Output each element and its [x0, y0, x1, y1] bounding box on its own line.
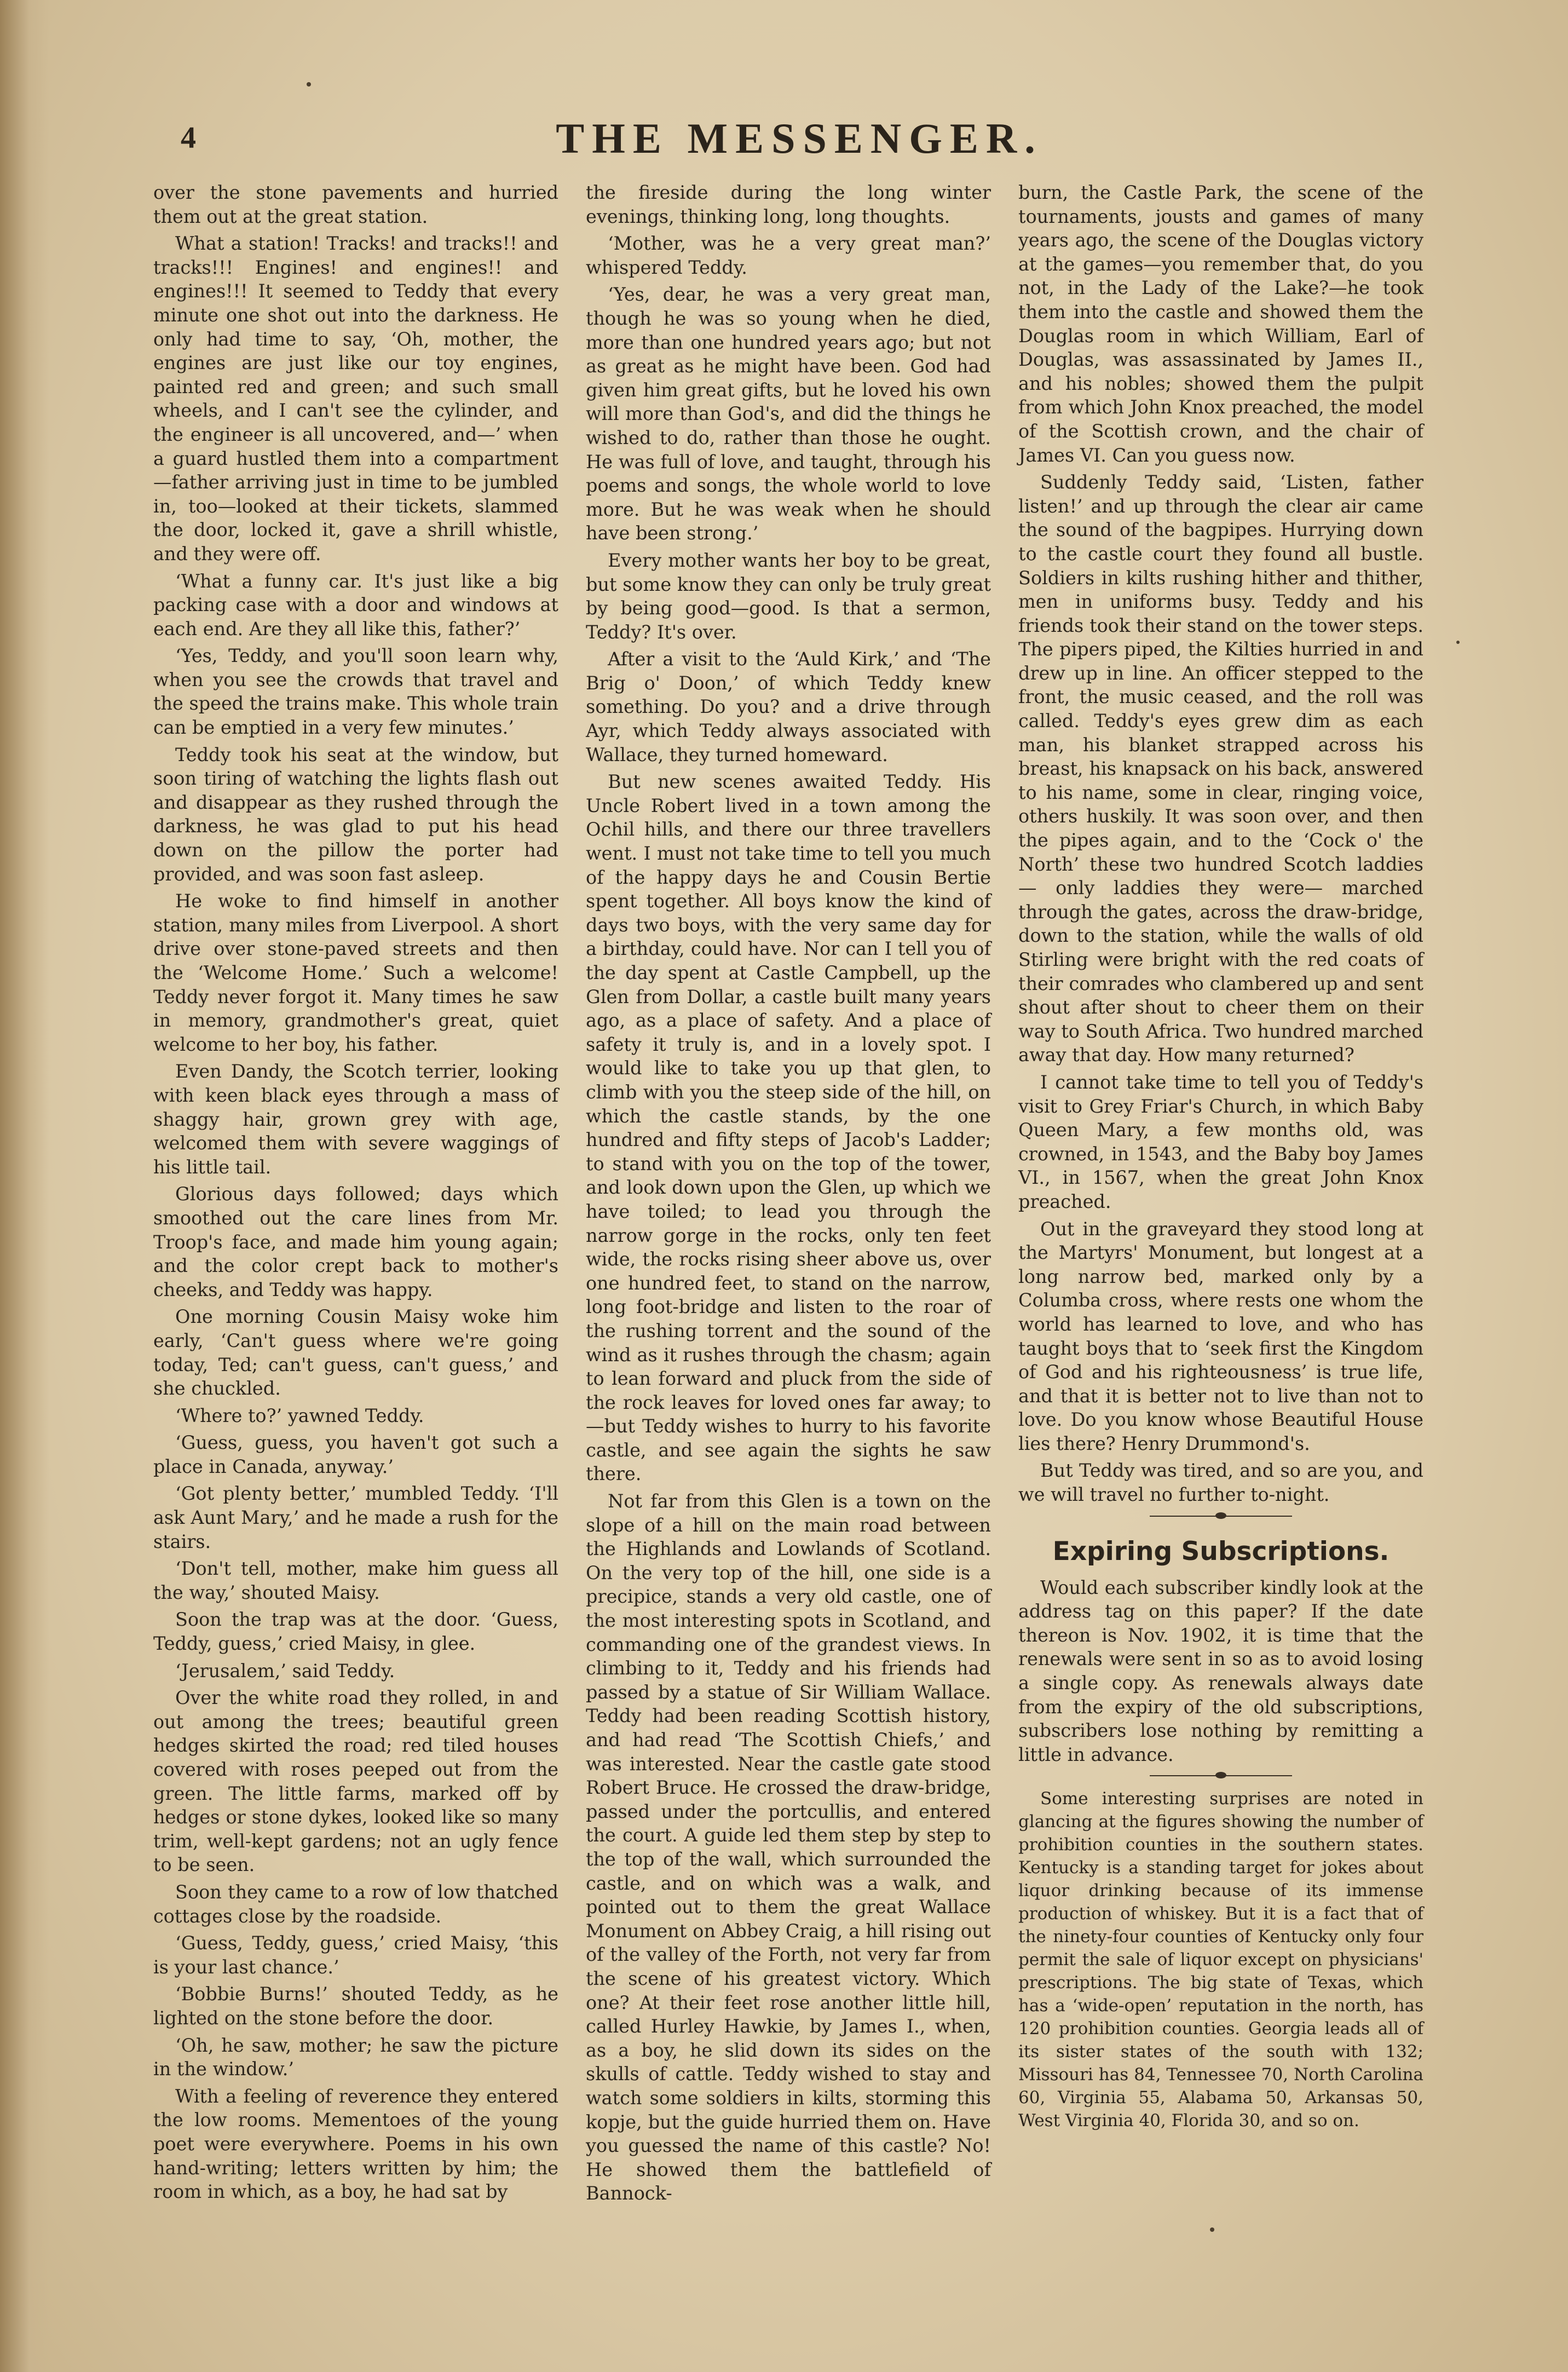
paragraph: I cannot take time to tell you of Teddy's visit to Grey Friar's Church, in which Baby Queen Mary, a few months old, was crowned, in 1543, and the Baby boy James VI., in 1567, when the great John Knox preached. — [1018, 1071, 1423, 1212]
paragraph: Suddenly Teddy said, ‘Listen, father listen!’ and up through the clear air came the sound of the bagpipes. Hurrying down to the castle court they found all bustle. Soldiers in kilts rushing hither and thither, men in uniforms busy. Teddy and his friends took their stand on the tower steps. The pipers piped, the Kilties hurried in and drew up in line. An officer stepped to the front, the music ceased, and the roll was called. Teddy's eyes grew dim as each man, his blanket strapped across his breast, his knapsack on his back, answered to his name, some in clear, ringing voice, others huskily. It was soon over, and then the pipes again, and to the ‘Cock o' the North’ these two hundred Scotch laddies — only laddies they were— marched through the gates, across the draw-bridge, down to the station, while the walls of old Stirling were bright with the red coats of their comrades who clambered up and sent shout after shout to cheer them on their way to South Africa. Two hundred marched away that day. How many returned? — [1018, 471, 1423, 1066]
paragraph: burn, the Castle Park, the scene of the tournaments, jousts and games of many years ago, the scene of the Douglas victory at the games—you remember that, do you not, in the Lady of the Lake?—he took them into the castle and showed them the Douglas room in which William, Earl of Douglas, was assassinated by James II., and his nobles; showed them the pulpit from which John Knox preached, the model of the Scottish crown, and the chair of James VI. Can you guess now. — [1018, 182, 1423, 466]
paragraph: the fireside during the long winter evenings, thinking long, long thoughts. — [586, 182, 991, 227]
paragraph: ‘Guess, guess, you haven't got such a place in Canada, anyway.’ — [153, 1432, 558, 1477]
article-column-1 — [153, 181, 558, 2207]
page-spine-shadow — [0, 0, 49, 2372]
paragraph: ‘Guess, Teddy, guess,’ cried Maisy, ‘this is your last chance.’ — [153, 1932, 558, 1978]
page-header — [164, 110, 1434, 170]
paragraph: ‘Got plenty better,’ mumbled Teddy. ‘I'll ask Aunt Mary,’ and he made a rush for the stairs. — [153, 1483, 558, 1552]
paragraph: After a visit to the ‘Auld Kirk,’ and ‘The Brig o' Doon,’ of which Teddy knew something. Do you? and a drive through Ayr, which Teddy always associated with Wallace, they turned homeward. — [586, 648, 991, 765]
paragraph: Out in the graveyard they stood long at the Martyrs' Monument, but longest at a long narrow bed, marked only by a Columba cross, where rests one whom the world has learned to love, and who has taught boys that to ‘seek first the Kingdom of God and his righteousness’ is true life, and that it is better not to live than not to love. Do you know whose Beautiful House lies there? Henry Drummond's. — [1018, 1218, 1423, 1454]
paragraph: Glorious days followed; days which smoothed out the care lines from Mr. Troop's face, and made him young again; and the color crept back to mother's cheeks, and Teddy was happy. — [153, 1183, 558, 1300]
section-divider — [1150, 1510, 1292, 1522]
paragraph: Even Dandy, the Scotch terrier, looking with keen black eyes through a mass of shaggy hair, grown grey with age, welcomed them with severe waggings of his little tail. — [153, 1061, 558, 1178]
paragraph: Soon the trap was at the door. ‘Guess, Teddy, guess,’ cried Maisy, in glee. — [153, 1609, 558, 1655]
paragraph: But Teddy was tired, and so are you, and we will travel no further to-night. — [1018, 1460, 1423, 1506]
paragraph: One morning Cousin Maisy woke him early, ‘Can't guess where we're going today, Ted; can't guess, can't guess,’ and she chuckled. — [153, 1306, 558, 1400]
paragraph: He woke to find himself in another station, many miles from Liverpool. A short drive over stone-paved streets and then the ‘Welcome Home.’ Such a welcome! Teddy never forgot it. Many times he saw in memory, grandmother's great, quiet welcome to her boy, his father. — [153, 890, 558, 1055]
paragraph: ‘Yes, dear, he was a very great man, though he was so young when he died, more than one hundred years ago; but not as great as he might have been. God had given him great gifts, but he loved his own will more than God's, and did the things he wished to do, rather than those he ought. He was full of love, and taught, through his poems and songs, the whole world to love more. But he was weak when he should have been strong.’ — [586, 284, 991, 544]
paragraph: But new scenes awaited Teddy. His Uncle Robert lived in a town among the Ochil hills, and there our three travellers went. I must not take time to tell you much of the happy days he and Cousin Bertie spent together. All boys know the kind of days two boys, with the very same day for a birthday, could have. Nor can I tell you of the day spent at Castle Campbell, up the Glen from Dollar, a castle built many years ago, as a place of safety. And a place of safety it truly is, and in a lovely spot. I would like to take you up that glen, to climb with you the steep side of the hill, on which the castle stands, by the one hundred and fifty steps of Jacob's Ladder; to stand with you on the top of the tower, and look down upon the Glen, up which we have toiled; to lead you through the narrow gorge in the rocks, only ten feet wide, the rocks rising sheer above us, over one hundred feet, to stand on the narrow, long foot-bridge and listen to the roar of the rushing torrent and the sound of the wind as it rushes through the chasm; again to lean forward and pluck from the side of the rock leaves for loved ones far away; to—but Teddy wishes to hurry to his favorite castle, and see again the sights he saw there. — [586, 771, 991, 1485]
paper-speck — [1210, 2227, 1214, 2232]
paragraph: over the stone pavements and hurried them out at the great station. — [153, 182, 558, 227]
section-divider — [1150, 1770, 1292, 1782]
paragraph: ‘Oh, he saw, mother; he saw the picture in the window.’ — [153, 2034, 558, 2080]
paper-speck — [1456, 641, 1460, 644]
paragraph: ‘What a funny car. It's just like a big packing case with a door and windows at each end. Are they all like this, father?’ — [153, 570, 558, 640]
paragraph: ‘Jerusalem,’ said Teddy. — [175, 1660, 395, 1682]
paragraph: ‘Bobbie Burns!’ shouted Teddy, as he lighted on the stone before the door. — [153, 1983, 558, 2029]
paragraph: Teddy took his seat at the window, but soon tiring of watching the lights flash out and disappear as they rushed through the darkness, he was glad to put his head down on the pillow the porter had provided, and was soon fast asleep. — [153, 744, 558, 885]
paragraph: What a station! Tracks! and tracks!! and tracks!!! Engines! and engines!! and engines!!! It seemed to Teddy that every minute one shot out into the darkness. He only had time to say, ‘Oh, mother, the engines are just like our toy engines, painted red and green; and such small wheels, and I can't see the cylinder, and the engineer is all uncovered, and—’ when a guard hustled them into a compartment—father arriving just in time to be jumbled in, too—looked at their tickets, slammed the door, locked it, gave a shrill whistle, and they were off. — [153, 233, 558, 565]
article-column-3 — [1018, 181, 1423, 2135]
prohibition-note: Some interesting surprises are noted in glancing at the figures showing the number of prohibition counties in the southern states. Kentucky is a standing target for jokes about liquor drinking because of its immense production of whiskey. But it is a fact that of the ninety-four counties of Kentucky only four permit the sale of liquor except on physicians' prescriptions. The big state of Texas, which has a ‘wide-open’ reputation in the north, has 120 prohibition counties. Georgia leads all of its sister states of the south with 132; Missouri has 84, Tennessee 70, North Carolina 60, Virginia 55, Alabama 50, Arkansas 50, West Virginia 40, Florida 30, and so on. — [1018, 1789, 1423, 2131]
paragraph: ‘Yes, Teddy, and you'll soon learn why, when you see the crowds that travel and the speed the trains make. This whole train can be emptied in a very few minutes.’ — [153, 645, 558, 739]
paragraph: ‘Don't tell, mother, make him guess all the way,’ shouted Maisy. — [153, 1558, 558, 1603]
paper-speck — [307, 82, 311, 87]
page-number: 4 — [181, 121, 196, 155]
article-column-2 — [586, 181, 991, 2209]
paragraph: Over the white road they rolled, in and out among the trees; beautiful green hedges skirted the road; red tiled houses covered with roses peeped out from the green. The little farms, marked off by hedges or stone dykes, looked like so many trim, well-kept gardens; not an ugly fence to be seen. — [153, 1687, 558, 1876]
paragraph: Every mother wants her boy to be great, but some know they can only be truly great by being good—good. Is that a sermon, Teddy? It's over. — [586, 549, 991, 643]
paragraph: With a feeling of reverence they entered the low rooms. Mementoes of the young poet were everywhere. Poems in his own hand-writing; letters written by him; the room in which, as a boy, he had sat by — [153, 2085, 558, 2203]
paragraph: ‘Mother, was he a very great man?’ whispered Teddy. — [586, 233, 991, 278]
masthead-title: THE MESSENGER. — [556, 114, 1043, 162]
paragraph: Not far from this Glen is a town on the slope of a hill on the main road between the Highlands and Lowlands of Scotland. On the very top of the hill, one side is a precipice, stands a very old castle, one of the most interesting spots in Scotland, and commanding one of the grandest views. In climbing to it, Teddy and his friends had passed by a statue of Sir William Wallace. Teddy had been reading Scottish history, and had read ‘The Scottish Chiefs,’ and was interested. Near the castle gate stood Robert Bruce. He crossed the draw-bridge, passed under the portcullis, and entered the court. A guide led them step by step to the top of the wall, which surrounded the castle, and on which was a walk, and pointed out to them the great Wallace Monument on Abbey Craig, a hill rising out of the valley of the Forth, not very far from the scene of his greatest victory. Which one? At their feet rose another little hill, called Hurley Hawkie, by James I., when, as a boy, he slid down its sides on the skulls of cattle. Teddy wished to stay and watch some soldiers in kilts, storming this kopje, but the guide hurried them on. Have you guessed the name of this castle? No! He showed them the battlefield of Bannock- — [586, 1490, 991, 2204]
subscriptions-notice: Would each subscriber kindly look at the address tag on this paper? If the date thereon is Nov. 1902, it is time that the renewals were sent in so as to avoid losing a single copy. As renewals always date from the expiry of the old subscriptions, subscribers lose nothing by remitting a little in advance. — [1018, 1576, 1423, 1765]
paragraph: Soon they came to a row of low thatched cottages close by the roadside. — [153, 1881, 558, 1927]
subscriptions-heading: Expiring Subscriptions. — [1052, 1536, 1390, 1567]
paragraph: ‘Where to?’ yawned Teddy. — [175, 1404, 424, 1426]
